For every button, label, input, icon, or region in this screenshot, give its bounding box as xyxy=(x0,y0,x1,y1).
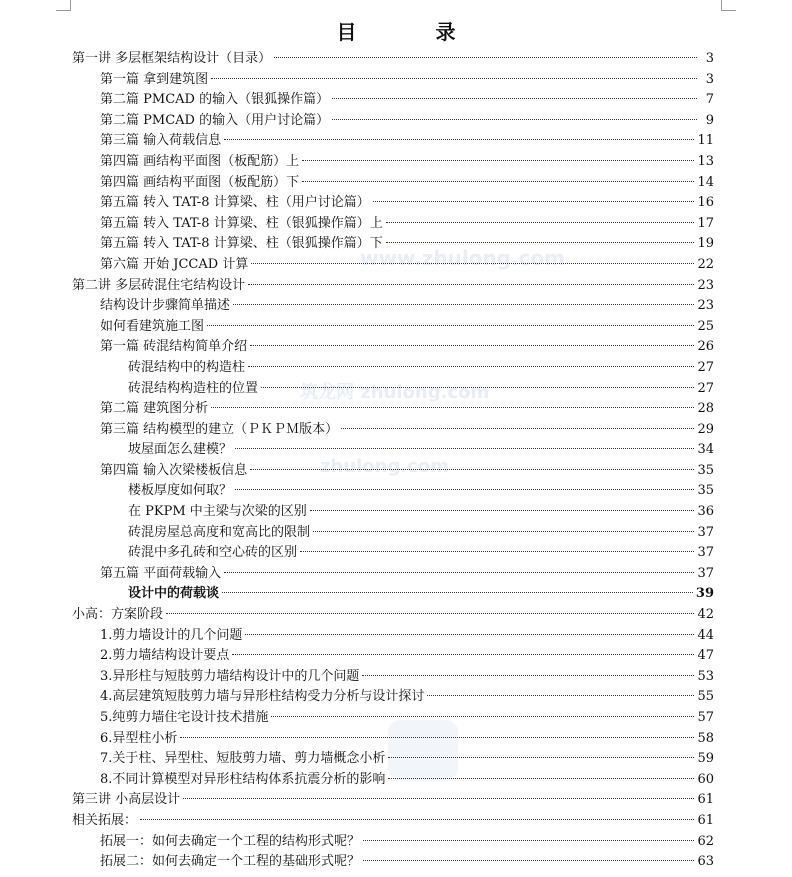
watermark-text: 筑龙网 zhulong.com xyxy=(300,382,490,403)
toc-entry[interactable] xyxy=(72,708,714,729)
dot-leader xyxy=(235,489,694,490)
toc-entry-label: 如何看建筑施工图 xyxy=(100,318,205,334)
dot-leader xyxy=(211,407,694,408)
toc-title: 目 录 xyxy=(336,20,492,44)
toc-entry[interactable] xyxy=(72,481,714,502)
toc-entry-page-number: 53 xyxy=(697,668,714,684)
dot-leader xyxy=(274,57,697,58)
toc-entry-page-number: 22 xyxy=(697,256,714,272)
toc-entry[interactable] xyxy=(72,234,714,255)
toc-entry-page-number: 23 xyxy=(697,298,714,314)
toc-entry-label: 砖混房屋总高度和宽高比的限制 xyxy=(128,524,311,540)
dot-leader xyxy=(302,160,694,161)
toc-entry-label: 拓展二：如何去确定一个工程的基础形式呢？ xyxy=(100,854,361,870)
toc-entry-page-number: 37 xyxy=(697,545,714,561)
dot-leader xyxy=(313,531,694,532)
toc-entry-page-number: 61 xyxy=(697,812,714,828)
toc-entry[interactable] xyxy=(72,646,714,667)
dot-leader xyxy=(386,222,695,223)
dot-leader xyxy=(222,592,693,593)
toc-entry[interactable] xyxy=(72,749,714,770)
toc-entry[interactable] xyxy=(72,214,714,235)
toc-entry[interactable] xyxy=(72,337,714,358)
toc-entry-page-number: 36 xyxy=(697,504,714,520)
toc-entry[interactable] xyxy=(72,543,714,564)
toc-entry-label: 7.关于柱、异型柱、短肢剪力墙、剪力墙概念小析 xyxy=(100,751,386,767)
dot-leader xyxy=(250,469,694,470)
toc-entry-page-number: 44 xyxy=(697,627,714,643)
toc-entry-label: 砖混中多孔砖和空心砖的区别 xyxy=(128,545,298,561)
dot-leader xyxy=(140,819,694,820)
toc-entry-label: 第二篇 PMCAD 的输入（用户讨论篇） xyxy=(100,112,330,128)
toc-entry[interactable] xyxy=(72,687,714,708)
toc-entry-label: 坡屋面怎么建模？ xyxy=(128,442,233,458)
toc-entry-label: 楼板厚度如何取？ xyxy=(128,483,233,499)
dot-leader xyxy=(248,366,694,367)
dot-leader xyxy=(248,284,694,285)
toc-entry-label: 小高：方案阶段 xyxy=(72,607,164,623)
toc-entry[interactable] xyxy=(72,193,714,214)
toc-entry-label: 设计中的荷载谈 xyxy=(128,586,220,602)
toc-entry-page-number: 37 xyxy=(697,565,714,581)
dot-leader xyxy=(386,242,695,243)
toc-entry-label: 8.不同计算模型对异形柱结构体系抗震分析的影响 xyxy=(100,771,386,787)
toc-entry[interactable] xyxy=(72,729,714,750)
toc-entry-page-number: 57 xyxy=(697,710,714,725)
toc-entry-label: 第一篇 拿到建筑图 xyxy=(100,71,209,87)
toc-entry-page-number: 62 xyxy=(697,833,714,849)
dot-leader xyxy=(332,119,697,120)
toc-entry-label: 拓展一：如何去确定一个工程的结构形式呢？ xyxy=(100,833,361,849)
dot-leader xyxy=(207,325,694,326)
toc-entry[interactable] xyxy=(72,173,714,194)
toc-entry-page-number: 23 xyxy=(697,277,714,293)
toc-entry[interactable] xyxy=(72,584,714,605)
toc-entry-page-number: 11 xyxy=(697,133,714,149)
page-corner-mark-top-left xyxy=(56,0,71,11)
toc-entry[interactable] xyxy=(72,626,714,647)
dot-leader xyxy=(224,139,694,140)
toc-entry[interactable] xyxy=(72,852,714,873)
toc-entry-page-number: 35 xyxy=(697,462,714,478)
dot-leader xyxy=(250,345,694,346)
dot-leader xyxy=(180,737,694,738)
toc-entry-page-number: 16 xyxy=(697,195,714,211)
toc-entry[interactable] xyxy=(72,111,714,132)
dot-leader xyxy=(332,98,697,99)
toc-entry-page-number: 28 xyxy=(697,401,714,417)
dot-leader xyxy=(233,304,694,305)
toc-entry-label: 第四篇 输入次梁楼板信息 xyxy=(100,462,248,478)
toc-entry-label: 第四篇 画结构平面图（板配筋）下 xyxy=(100,174,300,190)
toc-entry-page-number: 35 xyxy=(697,483,714,499)
toc-entry-page-number: 3 xyxy=(705,51,714,66)
toc-entry[interactable] xyxy=(72,358,714,379)
dot-leader xyxy=(271,716,694,717)
watermark-text: www.zhulong.com xyxy=(360,246,566,270)
toc-entry-page-number: 34 xyxy=(697,442,714,458)
toc-entry[interactable] xyxy=(72,317,714,338)
toc-entry[interactable] xyxy=(72,523,714,544)
toc-entry-page-number: 55 xyxy=(697,689,714,705)
watermark-text: zhulong.com xyxy=(320,456,449,477)
dot-leader xyxy=(232,654,694,655)
toc-entry-label: 第一讲 多层框架结构设计（目录） xyxy=(72,51,272,66)
toc-entry-label: 第一篇 砖混结构简单介绍 xyxy=(100,339,248,355)
toc-entry-label: 砖混结构中的构造柱 xyxy=(128,359,246,375)
toc-entry-label: 第六篇 开始 JCCAD 计算 xyxy=(100,256,249,272)
toc-entry-page-number: 19 xyxy=(697,236,714,252)
toc-entry[interactable] xyxy=(72,461,714,482)
toc-entry-label: 第五篇 转入 TAT-8 计算梁、柱（银狐操作篇）上 xyxy=(100,215,383,231)
toc-entry-label: 6.异型柱小析 xyxy=(100,730,178,746)
toc-entry[interactable] xyxy=(72,605,714,626)
toc-entry-label: 第三讲 小高层设计 xyxy=(72,792,181,808)
toc-entry[interactable] xyxy=(72,667,714,688)
dot-leader xyxy=(183,798,694,799)
toc-entry-label: 第二讲 多层砖混住宅结构设计 xyxy=(72,277,246,293)
dot-leader xyxy=(235,448,694,449)
dot-leader xyxy=(363,860,694,861)
toc-entry[interactable] xyxy=(72,276,714,297)
toc-entry[interactable] xyxy=(72,564,714,585)
toc-entry-label: 第四篇 画结构平面图（板配筋）上 xyxy=(100,153,300,169)
toc-entry-page-number: 47 xyxy=(697,648,714,664)
toc-entry[interactable] xyxy=(72,420,714,441)
toc-entry-label: 结构设计步骤简单描述 xyxy=(100,298,231,314)
toc-entry-label: 第二篇 PMCAD 的输入（银狐操作篇） xyxy=(100,92,330,108)
dot-leader xyxy=(363,840,694,841)
page-corner-mark-top-right xyxy=(721,0,736,11)
toc-entry[interactable] xyxy=(72,811,714,832)
toc-entry-label: 第五篇 转入 TAT-8 计算梁、柱（银狐操作篇）下 xyxy=(100,236,383,252)
toc-entry-label: 第五篇 平面荷载输入 xyxy=(100,565,222,581)
dot-leader xyxy=(261,387,694,388)
dot-leader xyxy=(251,263,694,264)
toc-entry-page-number: 37 xyxy=(697,524,714,540)
toc-entry-label: 第五篇 转入 TAT-8 计算梁、柱（用户讨论篇） xyxy=(100,195,370,211)
toc-entry-page-number: 29 xyxy=(697,421,714,437)
dot-leader xyxy=(373,201,695,202)
dot-leader xyxy=(388,757,694,758)
toc-entry-page-number: 58 xyxy=(697,730,714,746)
toc-entry-label: 第三篇 输入荷载信息 xyxy=(100,133,222,149)
toc-entry-page-number: 39 xyxy=(695,586,714,602)
toc-entry[interactable] xyxy=(72,90,714,111)
toc-entry[interactable] xyxy=(72,790,714,811)
toc-entry-page-number: 14 xyxy=(697,174,714,190)
toc-entry-page-number: 27 xyxy=(697,380,714,396)
dot-leader xyxy=(166,613,694,614)
toc-entry[interactable] xyxy=(72,832,714,853)
toc-entry-page-number: 63 xyxy=(697,854,714,870)
dot-leader xyxy=(427,695,694,696)
toc-entry[interactable] xyxy=(72,440,714,461)
dot-leader xyxy=(300,551,694,552)
toc-entry-page-number: 25 xyxy=(697,318,714,334)
toc-entry-page-number: 26 xyxy=(697,339,714,355)
toc-entry[interactable] xyxy=(72,399,714,420)
toc-entry-label: 2.剪力墙结构设计要点 xyxy=(100,648,230,664)
toc-entry-page-number: 9 xyxy=(705,112,714,128)
table-of-contents xyxy=(72,49,714,873)
toc-entry-label: 1.剪力墙设计的几个问题 xyxy=(100,627,243,643)
toc-entry[interactable] xyxy=(72,49,714,70)
toc-entry-page-number: 13 xyxy=(697,153,714,169)
toc-entry-label: 砖混结构构造柱的位置 xyxy=(128,380,259,396)
dot-leader xyxy=(224,572,694,573)
toc-entry[interactable] xyxy=(72,296,714,317)
toc-entry[interactable] xyxy=(72,379,714,400)
dot-leader xyxy=(362,675,694,676)
dot-leader xyxy=(388,778,694,779)
toc-entry[interactable] xyxy=(72,770,714,791)
dot-leader xyxy=(211,78,697,79)
toc-entry-page-number: 59 xyxy=(697,751,714,767)
dot-leader xyxy=(341,428,694,429)
toc-entry-page-number: 7 xyxy=(705,92,714,108)
toc-entry[interactable] xyxy=(72,502,714,523)
toc-entry-label: 在 PKPM 中主梁与次梁的区别 xyxy=(128,504,307,520)
toc-entry-page-number: 3 xyxy=(705,71,714,87)
toc-entry-label: 5.纯剪力墙住宅设计技术措施 xyxy=(100,710,269,725)
toc-entry-page-number: 61 xyxy=(697,792,714,808)
toc-entry[interactable] xyxy=(72,70,714,91)
toc-entry-label: 第二篇 建筑图分析 xyxy=(100,401,209,417)
dot-leader xyxy=(302,181,694,182)
toc-entry-label: 4.高层建筑短肢剪力墙与异形柱结构受力分析与设计探讨 xyxy=(100,689,425,705)
dot-leader xyxy=(310,510,695,511)
toc-entry-page-number: 60 xyxy=(697,771,714,787)
toc-entry-label: 3.异形柱与短肢剪力墙结构设计中的几个问题 xyxy=(100,668,360,684)
toc-entry-page-number: 42 xyxy=(697,607,714,623)
toc-entry-label: 相关拓展： xyxy=(72,812,138,828)
toc-entry-page-number: 17 xyxy=(697,215,714,231)
dot-leader xyxy=(245,634,694,635)
toc-entry[interactable] xyxy=(72,152,714,173)
toc-entry-page-number: 27 xyxy=(697,359,714,375)
toc-entry[interactable] xyxy=(72,255,714,276)
toc-entry[interactable] xyxy=(72,131,714,152)
toc-entry-label: 第三篇 结构模型的建立（ＰＫＰＭ版本） xyxy=(100,421,339,437)
